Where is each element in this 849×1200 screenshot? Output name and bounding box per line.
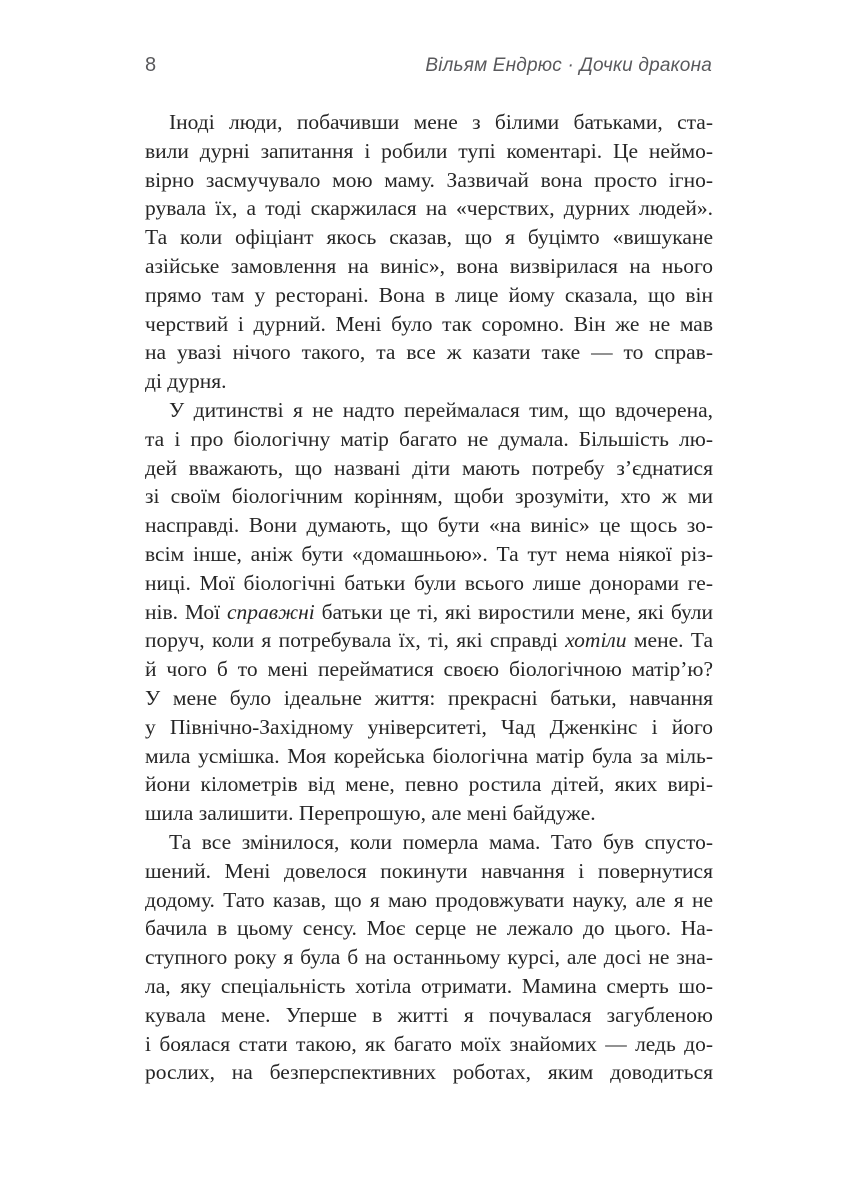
text-line: дей вважають, що названі діти мають потребу з’єднатися xyxy=(145,455,713,480)
text-line: у Північно-Західному університеті, Чад Дженкінс і його xyxy=(145,714,713,739)
text-line: мила усмішка. Моя корейська біологічна матір була за міль- xyxy=(145,743,713,768)
text-line: кувала мене. Уперше в житті я почувалася загубленою xyxy=(145,1002,713,1027)
text-line: прямо там у ресторані. Вона в лице йому сказала, що він xyxy=(145,282,713,307)
text-line: рослих, на безперспективних роботах, яким доводиться xyxy=(145,1060,713,1085)
text-line: та і про біологічну матір багато не думала. Більшість лю- xyxy=(145,426,713,451)
text-line: поруч, коли я потребувала їх, ті, які справді хотіли мене. Та xyxy=(145,628,713,653)
text-line: всім інше, аніж бути «домашньою». Та тут нема ніякої різ- xyxy=(145,541,713,566)
text-line: Та все змінилося, коли померла мама. Тато був спусто- xyxy=(169,829,713,854)
text-line: зі своїм біологічним корінням, щоби зрозуміти, хто ж ми xyxy=(145,484,713,509)
text-line: ниці. Мої біологічні батьки були всього лише донорами ге- xyxy=(145,570,713,595)
text-line: й чого б то мені перейматися своєю біологічною матір’ю? xyxy=(145,657,713,682)
text-line: вірно засмучувало мою маму. Зазвичай вона просто ігно- xyxy=(145,167,713,192)
running-title: Вільям Ендрюс · Дочки дракона xyxy=(425,55,712,76)
text-line: ді дурня. xyxy=(145,369,227,394)
text-line: вили дурні запитання і робили тупі коментарі. Це неймо- xyxy=(145,138,713,163)
text-line: і боялася стати такою, як багато моїх знайомих — ледь до- xyxy=(145,1031,713,1056)
text-line: У дитинстві я не надто переймалася тим, що вдочерена, xyxy=(169,397,713,422)
page-number: 8 xyxy=(145,54,157,76)
page-header xyxy=(145,54,712,77)
text-line: на увазі нічого такого, та все ж казати таке — то справ- xyxy=(145,340,713,365)
text-line: йони кілометрів від мене, певно ростила дітей, яких вирі- xyxy=(145,772,713,797)
text-line: черствий і дурний. Мені було так соромно. Він же не мав xyxy=(145,311,713,336)
text-line: Та коли офіціант якось сказав, що я буцімто «вишукане xyxy=(145,225,713,250)
text-line: нів. Мої справжні батьки це ті, які виростили мене, які були xyxy=(145,599,714,624)
text-line: Іноді люди, побачивши мене з білими батьками, ста- xyxy=(169,110,713,134)
text-line: азійське замовлення на виніс», вона визвірилася на нього xyxy=(145,253,713,278)
text-line: бачила в цьому сенсу. Моє серце не лежало до цього. На- xyxy=(145,916,713,941)
text-line: рувала їх, а тоді скаржилася на «черствих, дурних людей». xyxy=(145,196,713,221)
text-block xyxy=(145,108,713,1087)
text-line: ступного року я була б на останньому курсі, але досі не зна- xyxy=(145,945,713,970)
text-line: шений. Мені довелося покинути навчання і повернутися xyxy=(145,858,713,883)
text-line: насправді. Вони думають, що бути «на виніс» це щось зо- xyxy=(145,513,713,538)
text-line: додому. Тато казав, що я маю продовжувати науку, але я не xyxy=(145,887,713,912)
text-line: шила залишити. Перепрошую, але мені байдуже. xyxy=(145,801,596,826)
text-line: У мене було ідеальне життя: прекрасні батьки, навчання xyxy=(145,685,713,710)
text-line: ла, яку спеціальність хотіла отримати. Мамина смерть шо- xyxy=(145,973,713,998)
